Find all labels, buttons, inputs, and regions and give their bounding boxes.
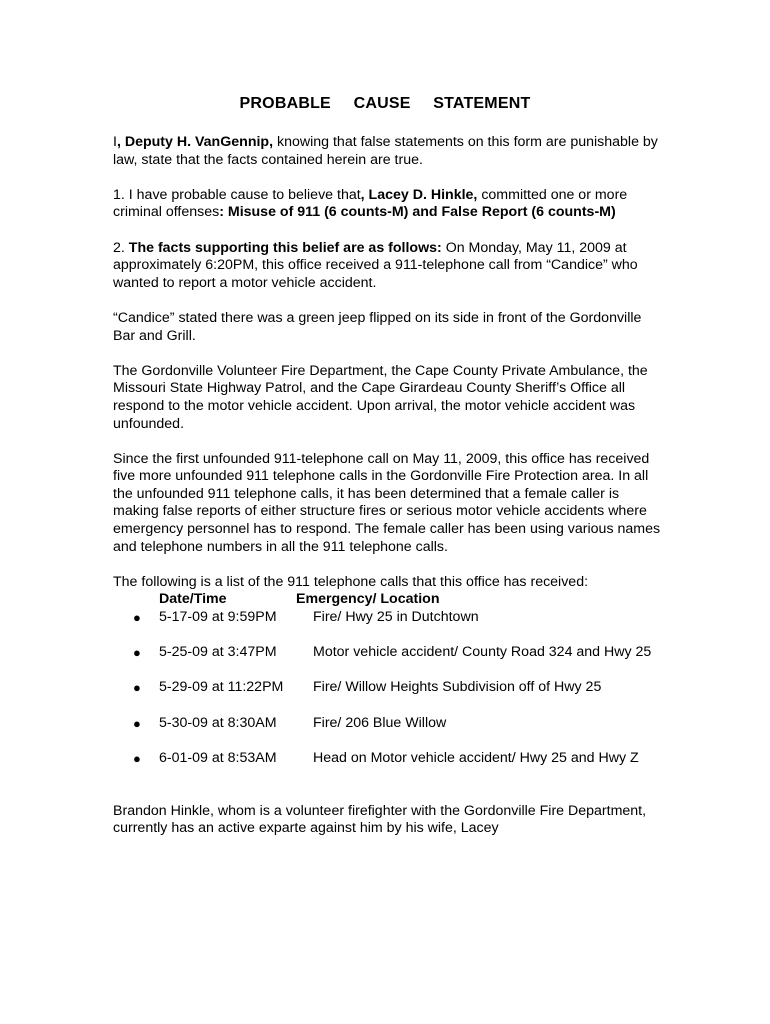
call-location: Fire/ Hwy 25 in Dutchtown <box>313 609 479 626</box>
call-location: Fire/ 206 Blue Willow <box>313 714 447 731</box>
header-emergency-location: Emergency/ Location <box>296 591 440 608</box>
offenses-list: : Misuse of 911 (6 counts-M) and False Report (6 counts-M) <box>219 204 616 221</box>
list-item <box>113 715 663 733</box>
call-date: 5-29-09 at 11:22PM <box>159 679 284 696</box>
list-intro: The following is a list of the 911 telephone calls that this office has received: <box>113 573 589 590</box>
paragraph-candice: “Candice” stated there was a green jeep flipped on its side in front of the Gordonville Bar and Grill. <box>113 309 642 344</box>
officer-name: , Deputy H. VanGennip, <box>116 134 274 150</box>
suspect-name: , Lacey D. Hinkle, <box>360 186 478 203</box>
paragraph-unfounded-calls: Since the first unfounded 911-telephone call on May 11, 2009, this office has received five more unfounded 911 telephone calls in the Gordonville Fire Protection area. In all the unfounded 911 telephone calls, it has been determined that a female caller is making false reports of either structure fires or serious motor vehicle accidents where emergency personnel has to respond. The female caller has been using various names and telephone numbers in all the 911 telephone calls. <box>113 450 661 555</box>
bullet-icon: ● <box>133 715 141 731</box>
item-1-prefix: 1. I have probable cause to believe that <box>113 186 361 203</box>
intro-text: knowing that false statements on this form are punishable by law, state that the facts contained herein are true. <box>113 134 658 168</box>
call-location: Fire/ Willow Heights Subdivision off of Hwy 25 <box>313 679 602 696</box>
bullet-icon: ● <box>133 750 141 766</box>
item-2-text: On Monday, May 11, 2009 at approximately 6:20PM, this office received a 911-telephone call from “Candice” who wanted to report a motor vehicle accident. <box>113 239 638 291</box>
calls-header <box>113 591 663 609</box>
blank-line <box>113 785 663 803</box>
calls-list <box>113 591 663 767</box>
list-item <box>113 609 663 627</box>
item-1-text: committed one or more criminal offenses <box>113 186 628 221</box>
call-location: Motor vehicle accident/ County Road 324 and Hwy 25 <box>313 644 652 661</box>
list-item <box>113 679 663 697</box>
call-date: 5-30-09 at 8:30AM <box>159 714 277 731</box>
item-1-paragraph <box>113 187 663 222</box>
intro-paragraph <box>113 134 663 169</box>
item-2-paragraph <box>113 240 663 293</box>
bullet-icon: ● <box>133 610 141 626</box>
call-date: 5-17-09 at 9:59PM <box>159 609 277 626</box>
header-date-time: Date/Time <box>159 591 227 608</box>
facts-heading: The facts supporting this belief are as follows: <box>128 239 442 256</box>
list-item <box>113 644 663 662</box>
document-title: PROBABLE CAUSE STATEMENT <box>239 95 531 112</box>
intro-prefix: I <box>113 134 117 150</box>
call-date: 5-25-09 at 3:47PM <box>159 644 277 661</box>
item-2-prefix: 2. <box>113 239 129 256</box>
bullet-icon: ● <box>133 645 141 661</box>
call-location: Head on Motor vehicle accident/ Hwy 25 and Hwy Z <box>313 749 639 766</box>
closing-paragraph: Brandon Hinkle, whom is a volunteer firefighter with the Gordonville Fire Department, currently has an active exparte against him by his wife, Lacey <box>113 802 647 837</box>
paragraph-response: The Gordonville Volunteer Fire Department, the Cape County Private Ambulance, the Missouri State Highway Patrol, and the Cape Girardeau County Sheriff’s Office all respond to the motor vehicle accident. Upon arrival, the motor vehicle accident was unfounded. <box>113 362 648 432</box>
document-body <box>113 134 663 855</box>
bullet-icon: ● <box>133 680 141 696</box>
call-date: 6-01-09 at 8:53AM <box>159 749 277 766</box>
list-item <box>113 750 663 768</box>
